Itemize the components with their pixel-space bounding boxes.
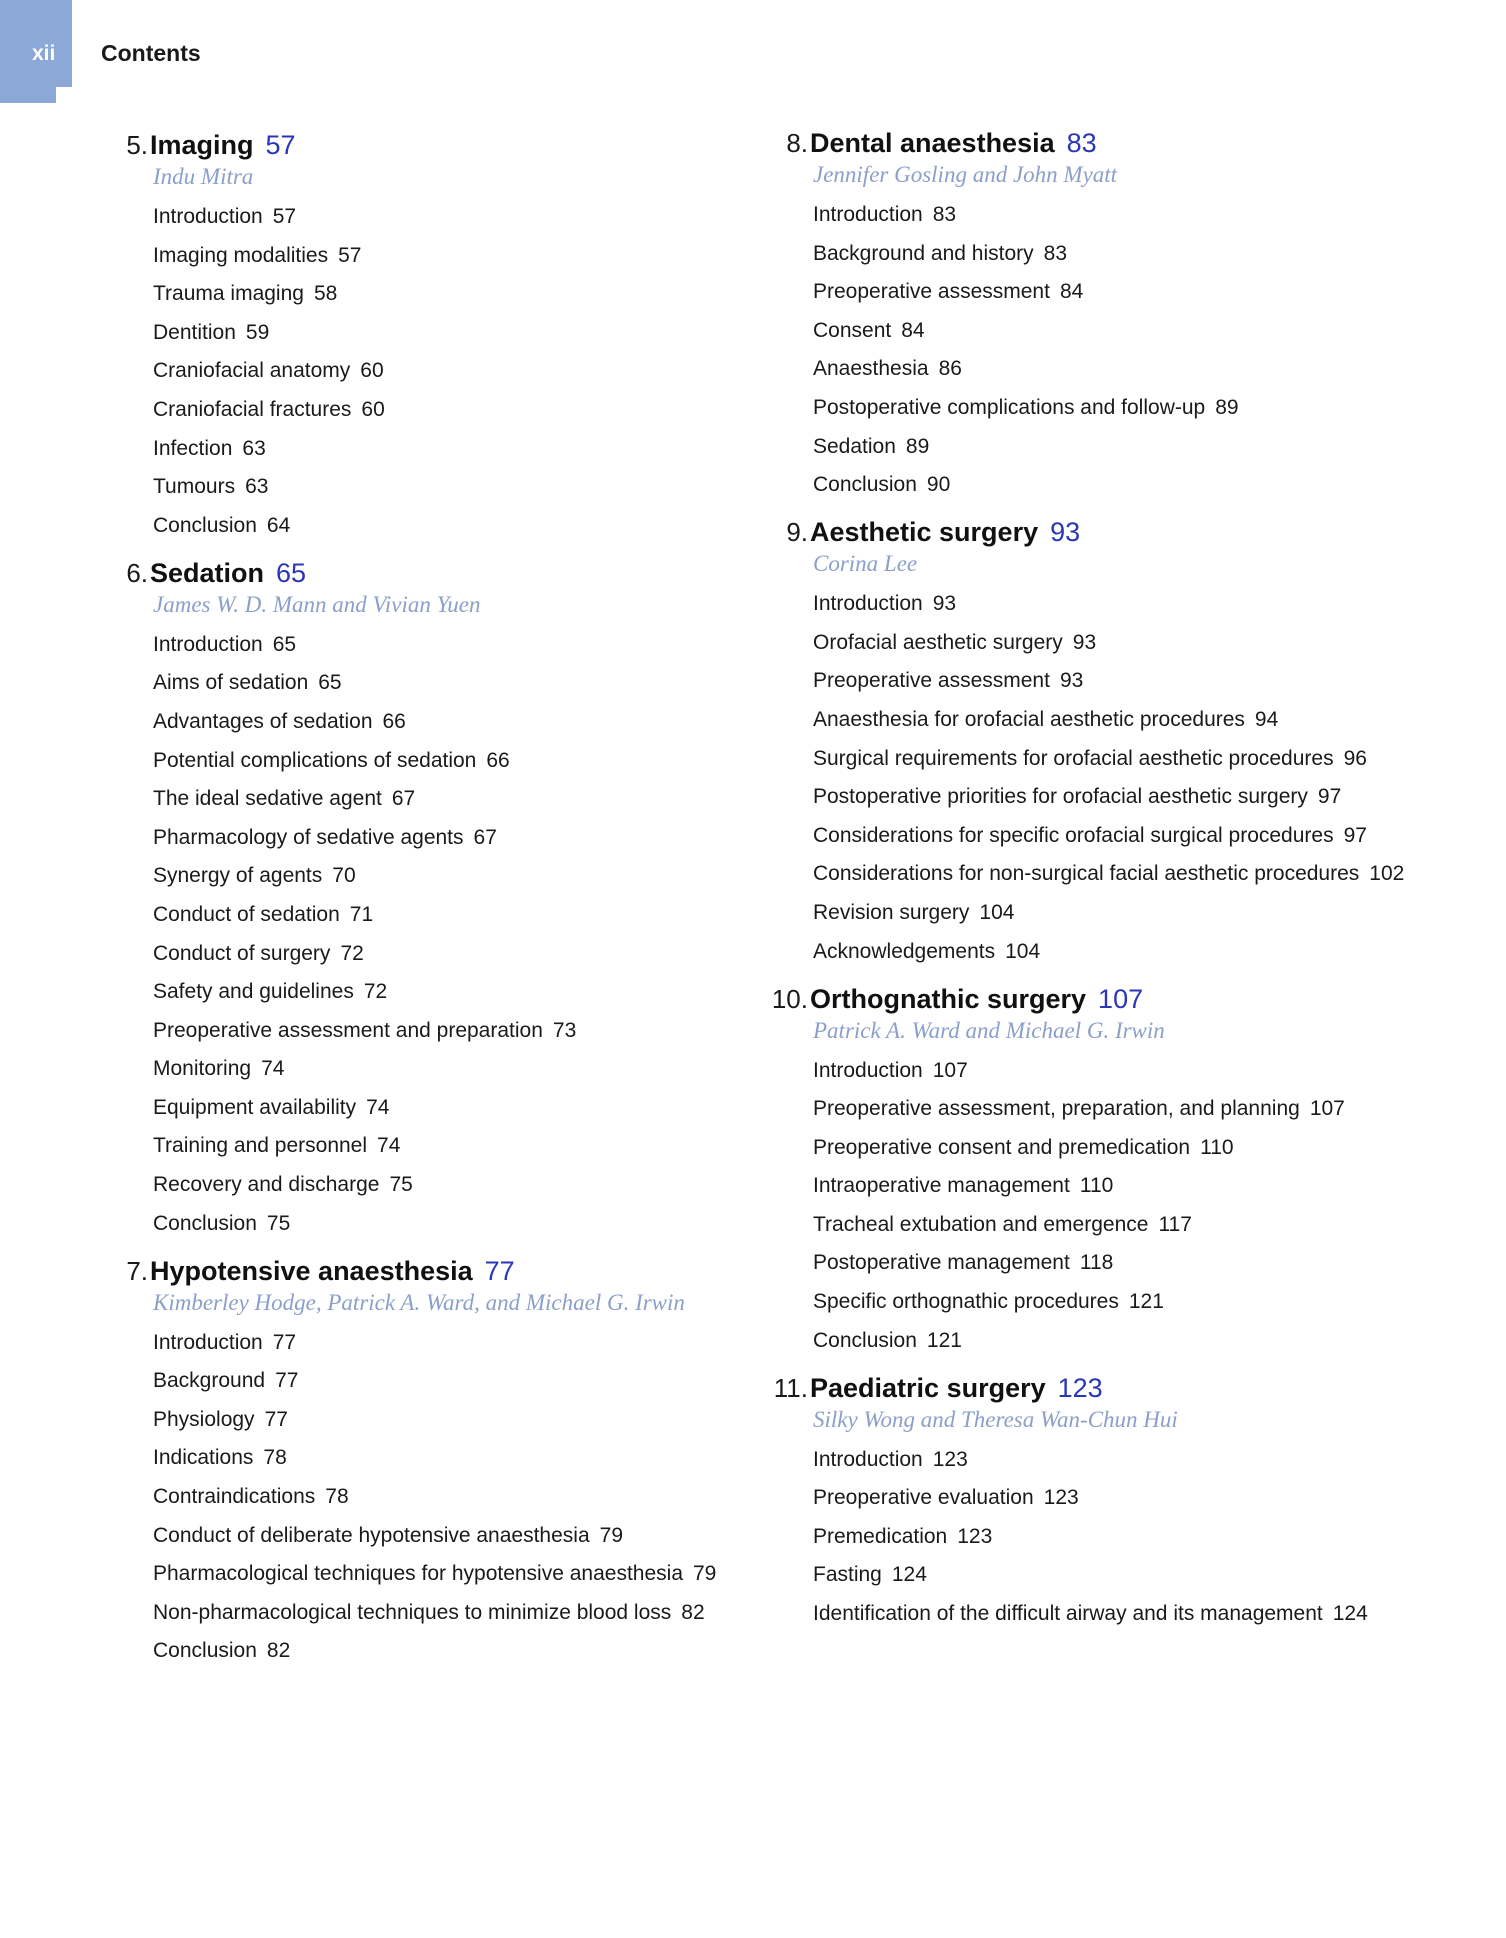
section-page-number: 79 [693,1562,717,1586]
section-title: Conclusion [813,1328,917,1352]
section-page-number: 72 [363,980,388,1004]
section-page-number: 107 [932,1058,968,1082]
section-title: Identification of the difficult airway and its management [813,1602,1323,1626]
section-title: Anaesthesia [813,357,929,381]
chapter-number: 11. [773,1372,808,1403]
chapter-title [810,515,1080,549]
chapter-authors: James W. D. Mann and Vivian Yuen [153,591,481,617]
section-entry[interactable] [153,1482,748,1511]
section-entry[interactable] [813,1210,1408,1239]
section-title: Postoperative complications and follow-up [813,395,1206,419]
section-title: Sedation [813,434,896,458]
section-entry[interactable] [813,1599,1408,1628]
section-title: Tracheal extubation and emergence [813,1212,1149,1236]
section-page-number: 78 [263,1446,287,1470]
section-entry[interactable] [153,823,748,852]
section-title: Anaesthesia for orofacial aesthetic procedures [813,707,1245,731]
section-entry[interactable] [153,1093,748,1122]
section-entry[interactable] [153,241,748,270]
section-list [108,1328,748,1666]
toc-chapter [768,982,1408,1355]
section-page-number: 74 [366,1095,390,1119]
section-title: Conduct of sedation [153,902,340,926]
section-entry[interactable] [813,666,1408,695]
section-title: Equipment availability [153,1095,357,1119]
section-entry[interactable] [153,784,748,813]
section-entry[interactable] [813,277,1408,306]
section-entry[interactable] [153,1366,748,1395]
section-entry[interactable] [813,239,1408,268]
section-title: Preoperative assessment [813,280,1050,304]
section-entry[interactable] [153,1443,748,1472]
section-entry[interactable] [813,1094,1408,1123]
section-title: Preoperative assessment, preparation, and planning [813,1097,1300,1121]
section-title: Conclusion [153,513,257,537]
section-entry[interactable] [153,939,748,968]
section-entry[interactable] [153,1131,748,1160]
section-entry[interactable] [813,937,1408,966]
section-title: Orofacial aesthetic surgery [813,630,1063,654]
chapter-page-number: 123 [1057,1372,1103,1403]
section-title: Contraindications [153,1485,316,1509]
section-page-number: 74 [261,1057,285,1081]
section-entry[interactable] [813,898,1408,927]
chapter-title-text: Orthognathic surgery [810,983,1087,1014]
section-page-number: 93 [1059,669,1084,693]
section-entry[interactable] [813,744,1408,773]
section-entry[interactable] [153,1559,748,1588]
chapter-heading[interactable] [768,126,1408,160]
section-page-number: 63 [242,436,266,460]
section-page-number: 123 [932,1447,968,1471]
section-page-number: 82 [681,1600,705,1624]
section-page-number: 110 [1079,1174,1114,1198]
chapter-authors: Patrick A. Ward and Michael G. Irwin [813,1017,1165,1043]
section-list [768,200,1408,499]
chapter-number: 7. [126,1255,148,1286]
section-entry[interactable] [153,472,748,501]
section-page-number: 71 [349,902,374,926]
toc-chapter [768,1371,1408,1628]
section-page-number: 59 [245,320,270,344]
section-entry[interactable] [813,1326,1408,1355]
section-page-number: 70 [332,864,356,888]
section-title: Considerations for specific orofacial surgical procedures [813,823,1334,847]
section-page-number: 86 [938,357,962,381]
section-title: The ideal sedative agent [153,787,382,811]
section-entry[interactable] [813,1171,1408,1200]
section-page-number: 66 [382,709,406,733]
section-title: Tumours [153,475,236,499]
section-entry[interactable] [813,1522,1408,1551]
chapter-number: 9. [786,517,808,548]
section-entry[interactable] [153,746,748,775]
toc-left-column [108,128,748,1681]
section-title: Craniofacial fractures [153,397,352,421]
section-entry[interactable] [153,434,748,463]
section-entry[interactable] [813,705,1408,734]
section-title: Non-pharmacological techniques to minimize blood loss [153,1600,672,1624]
chapter-heading[interactable] [108,556,748,590]
section-title: Conduct of deliberate hypotensive anaesthesia [153,1523,590,1547]
section-entry[interactable] [153,511,748,540]
toc-chapter [108,556,748,1238]
section-page-number: 104 [979,900,1015,924]
section-entry[interactable] [813,393,1408,422]
section-page-number: 123 [957,1524,993,1548]
section-page-number: 89 [1215,395,1239,419]
section-page-number: 77 [275,1369,299,1393]
section-entry[interactable] [813,1133,1408,1162]
chapter-authors: Indu Mitra [153,164,254,189]
running-head: Contents [101,40,201,66]
section-entry[interactable] [813,821,1408,850]
section-page-number: 73 [552,1018,577,1042]
chapter-heading[interactable] [108,1254,748,1288]
chapter-heading[interactable] [768,515,1408,549]
section-title: Consent [813,318,892,342]
section-title: Intraoperative management [813,1174,1070,1198]
section-title: Pharmacology of sedative agents [153,825,464,849]
section-entry[interactable] [153,318,748,347]
section-page-number: 84 [901,318,925,342]
toc-right-column [768,126,1408,1644]
section-entry[interactable] [153,1209,748,1238]
chapter-title [150,1254,515,1288]
chapter-page-number: 93 [1050,517,1081,548]
section-title: Craniofacial anatomy [153,359,351,383]
section-page-number: 96 [1343,746,1367,770]
section-page-number: 104 [1005,939,1041,963]
section-entry[interactable] [813,589,1408,618]
section-title: Preoperative assessment [813,669,1050,693]
section-entry[interactable] [153,1054,748,1083]
section-entry[interactable] [813,354,1408,383]
section-title: Indications [153,1446,254,1470]
chapter-title-text: Dental anaesthesia [810,128,1055,158]
section-list [768,1056,1408,1355]
section-title: Potential complications of sedation [153,748,477,772]
chapter-title-text: Sedation [150,557,265,588]
chapter-title-text: Imaging [150,130,254,160]
chapter-title-text: Hypotensive anaesthesia [150,1255,473,1286]
section-entry[interactable] [813,1483,1408,1512]
section-page-number: 60 [360,359,384,383]
section-entry[interactable] [153,861,748,890]
section-page-number: 93 [932,592,957,616]
section-title: Dentition [153,320,236,344]
section-page-number: 83 [1043,241,1067,265]
section-title: Postoperative priorities for orofacial aesthetic surgery [813,785,1308,809]
chapter-number: 8. [786,128,808,158]
section-entry[interactable] [813,628,1408,657]
section-page-number: 118 [1079,1251,1114,1275]
section-page-number: 89 [905,434,930,458]
section-entry[interactable] [813,200,1408,229]
section-entry[interactable] [813,782,1408,811]
section-title: Conduct of surgery [153,941,331,965]
section-title: Introduction [813,203,923,226]
section-entry[interactable] [813,316,1408,345]
section-page-number: 58 [313,282,338,306]
chapter-title [810,982,1143,1016]
section-title: Introduction [153,632,263,656]
section-title: Conclusion [153,1639,257,1663]
toc-chapter [108,128,748,540]
chapter-page-number: 57 [265,130,296,160]
toc-chapter [768,126,1408,499]
section-page-number: 66 [486,748,510,772]
section-entry[interactable] [153,1636,748,1665]
chapter-heading[interactable] [108,128,748,162]
section-entry[interactable] [813,1560,1408,1589]
section-title: Acknowledgements [813,939,996,963]
section-page-number: 84 [1059,280,1084,304]
section-title: Recovery and discharge [153,1173,380,1197]
section-page-number: 90 [926,473,951,497]
section-page-number: 65 [272,632,297,656]
section-entry[interactable] [813,470,1408,499]
page-number-tab [0,0,72,103]
chapter-title [150,556,306,590]
section-title: Trauma imaging [153,282,304,306]
chapter-title [810,1371,1103,1405]
chapter-authors: Silky Wong and Theresa Wan-Chun Hui [813,1406,1178,1432]
section-page-number: 121 [926,1328,962,1352]
section-title: Synergy of agents [153,864,323,888]
section-title: Pharmacological techniques for hypotensive anaesthesia [153,1562,683,1586]
section-title: Infection [153,436,233,460]
section-page-number: 124 [891,1563,927,1587]
section-list [768,1445,1408,1628]
section-title: Training and personnel [153,1134,368,1158]
section-page-number: 57 [272,205,297,228]
chapter-page-number: 77 [484,1255,515,1286]
toc-chapter [108,1254,748,1666]
section-title: Conclusion [153,1211,257,1235]
chapter-page-number: 107 [1098,983,1144,1014]
section-title: Specific orthognathic procedures [813,1290,1119,1314]
toc-chapter [768,515,1408,965]
section-entry[interactable] [813,1287,1408,1316]
section-entry[interactable] [153,1405,748,1434]
section-page-number: 67 [391,787,416,811]
section-title: Fasting [813,1563,882,1587]
section-entry[interactable] [813,432,1408,461]
section-title: Aims of sedation [153,671,309,695]
chapter-title [810,126,1097,160]
chapter-number: 5. [126,130,148,160]
section-entry[interactable] [153,356,748,385]
chapter-title-text: Aesthetic surgery [810,517,1039,548]
section-page-number: 77 [272,1330,297,1354]
section-page-number: 64 [266,513,291,537]
section-page-number: 57 [338,243,362,267]
section-title: Considerations for non-surgical facial aesthetic procedures [813,862,1360,886]
chapter-authors: Kimberley Hodge, Patrick A. Ward, and Michael G. Irwin [153,1289,685,1315]
section-page-number: 65 [318,671,342,695]
section-entry[interactable] [153,1521,748,1550]
section-page-number: 78 [325,1485,349,1509]
section-page-number: 75 [389,1173,413,1197]
chapter-page-number: 83 [1066,128,1097,158]
section-page-number: 107 [1309,1097,1345,1121]
section-page-number: 97 [1343,823,1367,847]
chapter-title [150,128,296,162]
section-title: Imaging modalities [153,243,329,267]
section-list [108,202,748,540]
section-entry[interactable] [153,630,748,659]
chapter-authors: Jennifer Gosling and John Myatt [813,162,1118,187]
section-page-number: 74 [377,1134,401,1158]
section-title: Monitoring [153,1057,252,1081]
section-title: Preoperative assessment and preparation [153,1018,543,1042]
section-title: Background and history [813,241,1034,265]
section-title: Surgical requirements for orofacial aesthetic procedures [813,746,1334,770]
section-title: Advantages of sedation [153,709,373,733]
section-title: Revision surgery [813,900,970,924]
section-entry[interactable] [153,202,748,231]
section-list [108,630,748,1238]
chapter-heading[interactable] [768,1371,1408,1405]
section-title: Safety and guidelines [153,980,354,1004]
section-page-number: 97 [1317,785,1342,809]
section-title: Preoperative consent and premedication [813,1135,1191,1159]
section-page-number: 79 [599,1523,623,1547]
section-entry[interactable] [813,859,1408,888]
section-entry[interactable] [813,1248,1408,1277]
section-title: Conclusion [813,473,917,497]
section-entry[interactable] [153,279,748,308]
section-entry[interactable] [153,900,748,929]
section-list [768,589,1408,965]
page-number: xii [32,42,56,65]
section-entry[interactable] [153,1016,748,1045]
section-title: Preoperative evaluation [813,1486,1034,1510]
section-title: Introduction [813,1447,923,1471]
chapter-title-text: Paediatric surgery [810,1372,1046,1403]
section-page-number: 60 [361,397,385,421]
chapter-number: 6. [126,557,148,588]
section-title: Introduction [153,1330,263,1354]
section-entry[interactable] [153,977,748,1006]
section-page-number: 102 [1369,862,1405,886]
section-title: Postoperative management [813,1251,1070,1275]
section-entry[interactable] [153,1598,748,1627]
section-title: Background [153,1369,266,1393]
section-page-number: 94 [1254,707,1279,731]
section-entry[interactable] [153,668,748,697]
chapter-number: 10. [771,983,808,1014]
section-page-number: 77 [264,1407,288,1431]
section-page-number: 83 [932,203,957,226]
section-page-number: 75 [266,1211,291,1235]
section-title: Introduction [813,1058,923,1082]
section-entry[interactable] [153,707,748,736]
section-title: Introduction [813,592,923,616]
section-page-number: 117 [1158,1212,1192,1236]
section-page-number: 110 [1200,1135,1234,1159]
section-title: Premedication [813,1524,948,1548]
section-entry[interactable] [153,1328,748,1357]
section-title: Physiology [153,1407,255,1431]
section-page-number: 82 [266,1639,291,1663]
section-entry[interactable] [813,1445,1408,1474]
section-page-number: 121 [1128,1290,1164,1314]
chapter-page-number: 65 [276,557,307,588]
section-page-number: 93 [1072,630,1097,654]
section-page-number: 67 [473,825,497,849]
chapter-heading[interactable] [768,982,1408,1016]
chapter-authors: Corina Lee [813,551,918,577]
section-page-number: 63 [245,475,269,499]
section-title: Introduction [153,205,263,228]
section-entry[interactable] [153,1170,748,1199]
section-entry[interactable] [813,1056,1408,1085]
section-page-number: 72 [340,941,364,965]
section-page-number: 124 [1332,1602,1368,1626]
section-page-number: 123 [1043,1486,1079,1510]
section-entry[interactable] [153,395,748,424]
